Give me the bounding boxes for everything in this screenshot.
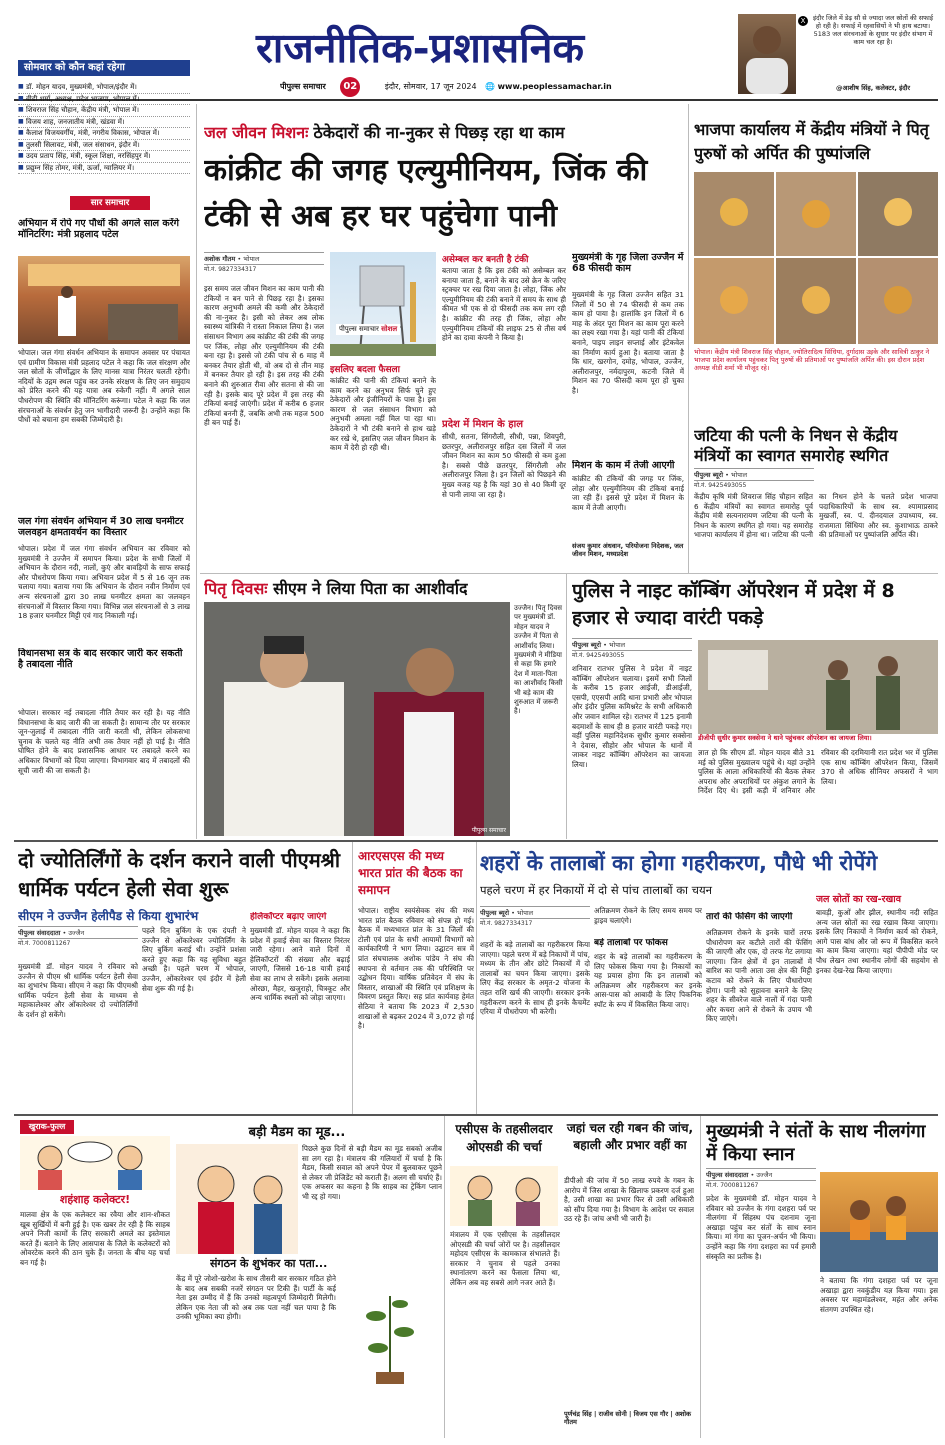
main-quote-by: संजय कुमार अंधवान, परियोजना निदेशक, जल जीवन मिशन, मध्यप्रदेश <box>572 542 684 558</box>
website-link[interactable]: www.peoplessamachar.in <box>497 82 612 91</box>
snan-body-1: प्रदेश के मुख्यमंत्री डॉ. मोहन यादव ने रविवार को उज्जैन के गंगा दशहरा पर्व पर नीलगंगा में सिंहस्थ पंच दशनाम जूना अखाड़ा पहुंच कर संतों के साथ स्नान किया। मां गंगा का पूजन-अर्चन भी किया। उन्होंने कहा कि गंगा दशहरा का पर्व हमारी संस्कृति का प्रतीक है। <box>706 1194 816 1261</box>
main-body-3: बताया जाता है कि इस टंकी को असेम्बल कर बनाया जाता है, बनाने के बाद उसे क्रेन के जरिए स्ट्रक्चर पर रख दिया जाता है। लोहा, जिंक और एल्युमीनियम की टंकी बनाने में समय के साथ ही कीमत भी एक से दो फीसदी तक कम लग रही है। कांक्रीट की तरह ही जिंक, लोहा और एल्युमीनियम टंकियों की लाइफ 25 से तीस वर्ष होने का दावा कंपनी ने किया है। <box>442 266 566 343</box>
dateline-bar <box>280 77 730 97</box>
heli-body-2: पहले दिन बुकिंग के एक दंपती ने उज्जैन से ओंकारेश्वर ज्योतिर्लिंग के लिए बुकिंग कराई थी। उन्होंने प्रशंसा करते हुए कहा कि यह सुविधा बहुत अच्छी है। पहले चरण में भोपाल, उज्जैन, ओंकारेश्वर एवं इंदौर में हेली सेवा शुरू की गई है। <box>142 926 246 993</box>
event-photo <box>18 256 190 344</box>
photo-credit: पीपुल्स समाचार <box>471 827 506 834</box>
list-item: ■ वीडी शर्मा, अध्यक्ष, प्रदेश भाजपा, भोपाल में। <box>18 94 190 106</box>
lakes-body-3: शहर के बड़े तालाबों का गहरीकरण के लिए फोकस किया गया है। निकायों का यह प्रयास होगा कि इन तालाबों को अतिक्रमण और गहरीकरण कर इनके आस-पास को आबादी के लिए पिकनिक स्पॉट के रूप में विकसित किया जाए। <box>594 952 702 1009</box>
main-kicker-red: जल जीवन मिशनः <box>204 123 309 142</box>
snan-photo <box>820 1172 938 1272</box>
lakes-sub2: बड़े तालाबों पर फोकस <box>594 938 668 948</box>
main-body-6: कांक्रीट की टंकियों की जगह पर जिंक, लोहा और एल्युमीनियम की टंकियां बनाई जा रही हैं। इससे पूरे प्रदेश में मिशन के काम में तेजी आएगी। <box>572 474 684 512</box>
main-byline-box: अशोक गौतम • भोपाल मो.नं. 9827334317 <box>204 252 324 278</box>
sar-label: सार समाचार <box>70 196 150 210</box>
tank-illustration <box>330 252 436 356</box>
list-item: ■ प्रद्युम्न सिंह तोमर, मंत्री, ऊर्जा, ग्वालियर में। <box>18 163 190 175</box>
brief1-body: भोपाल। जल गंगा संवर्धन अभियान के समापन अवसर पर पंचायत एवं ग्रामीण विकास मंत्री प्रहलाद पटेल ने कहा कि जल संरक्षण और जल स्रोतों के जीर्णोद्धार के लिए मानस यात्रा निरंतर चलती रहेगी। नदियों के उद्गम स्थल पहुंच कर उनके संरक्षण के लिए जन समुदाय को प्रेरित करने की यह यात्रा अब रुकेगी नहीं। मैं अगले साल पौधरोपण की स्थिति की मॉनिटरिंग करूंगा। पटेल ने कहा कि जल संरचनाओं के संवर्धन हेतु जन भागीदारी जरूरी है। उन्होंने कहा कि पौधों को बचाना हम सबकी जिम्मेदारी है। <box>18 348 190 425</box>
list-item: ■ डॉ. मोहन यादव, मुख्यमंत्री, भोपाल/इंदौर में। <box>18 82 190 94</box>
jatiya-body: केंद्रीय कृषि मंत्री शिवराज सिंह चौहान सहित 6 केंद्रीय मंत्रियों का स्वागत समारोह पूर्व केंद्रीय मंत्री सत्यनारायण जटिया की पत्नी के निधन के कारण स्थगित हो गया। यह समारोह भाजपा कार्यालय में होना था। जटिया की पत्नी का निधन होने के चलते प्रदेश भाजपा पदाधिकारियों के साथ स्व. श्यामाप्रसाद मुखर्जी, स्व. पं. दीनदयाल उपाध्याय, स्व. राजमाता सिंधिया और स्व. कुशाभाऊ ठाकरे की प्रतिमाओं पर पुष्पांजलि अर्पित की। <box>694 492 938 540</box>
bjp-photo-grid <box>694 172 938 344</box>
paper-name: पीपुल्स समाचार <box>280 82 326 91</box>
list-item: ■ उदय प्रताप सिंह, मंत्री, स्कूल शिक्षा, नरसिंहपुर में। <box>18 151 190 163</box>
main-sub3: प्रदेश में मिशन के हाल <box>442 419 523 430</box>
byline-city: भोपाल <box>731 471 748 479</box>
byline-city: भोपाल <box>243 255 260 263</box>
byline-name: पीपुल्स ब्यूरो <box>694 471 724 479</box>
cartoon-tag: खुराक-फुल्ल <box>20 1120 74 1134</box>
madam-body-2: केंद्र में पूरे जोशो-खरोश के साथ तीसरी बार सरकार गठित होने के बाद अब सबकी नजरें संगठन पर टिकी हैं। पार्टी के कई नेता इस उम्मीद में हैं कि उनको महत्वपूर्ण जिम्मेदारी मिलेगी। लेकिन एक नेता जी को अब तक पता नहीं चल पाया है कि उनकी भूमिका क्या होगी। <box>176 1274 336 1322</box>
byline-city: भोपाल <box>517 909 534 917</box>
gaban-title: जहां चल रही गबन की जांच, बहाली और प्रभार वहीं का <box>566 1121 694 1152</box>
byline-mobile: मो.नं. 7000811267 <box>706 1182 759 1189</box>
madam-sub: संगठन के शुभंकर का पता... <box>210 1257 328 1270</box>
masthead <box>200 22 640 84</box>
section-title: राजनीतिक-प्रशासनिक <box>255 24 585 72</box>
plant-illustration <box>340 1276 440 1386</box>
police-body-1: शनिवार रातभर पुलिस ने प्रदेश में नाइट कॉम्बिंग ऑपरेशन चलाया। इसमें सभी जिलों के करीब 15 हजार आईजी, डीआईजी, एसपी, एएसपी आदि थाना प्रभारी और भोपाल और इंदौर पुलिस कमिश्नरेट के सभी अधिकारी और जवान शामिल रहे। रातभर में 125 इनामी बदमाशों के साथ ही 8 हजार वारंटी पकड़े गए। वहीं पुलिस महानिदेशक सुधीर कुमार सक्सेना ने देवास, सीहोर और भोपाल के थानों में जाकर नाइट कॉम्बिंग ऑपरेशन का जायजा लिया। <box>572 664 692 769</box>
brief3-body: भोपाल। सरकार नई तबादला नीति तैयार कर रही है। यह नीति विधानसभा के बाद जारी की जा सकती है। सामान्य तौर पर सरकार जून-जुलाई में तबादला नीति जारी करती थी, लेकिन लोकसभा चुनाव के चलते यह नीति अभी तक तैयार नहीं हो पाई है। नीति घोषित होने के बाद प्रशासनिक आधार पर तबादले करने का अधिकार विभागों को दिया जाएगा। विभागवार बाद में तबादलों की सूची जारी की जा सकती है। <box>18 708 190 775</box>
sdm-drawing <box>450 1166 558 1226</box>
holy-dip-image <box>820 1172 938 1272</box>
sdm-title: एसीएस के तहसीलदार ओएसडी की चर्चा <box>455 1122 553 1154</box>
main-headline: कांक्रीट की जगह एल्युमीनियम, जिंक की टंकी से अब हर घर पहुंचेगा पानी <box>204 153 648 234</box>
photo-tag-paper: पीपुल्स समाचार <box>339 325 379 333</box>
tweet-box <box>738 14 938 96</box>
madam-title: बड़ी मैडम का मूड... <box>248 1125 346 1140</box>
cartoon-image <box>20 1136 170 1190</box>
brief2-body: भोपाल। प्रदेश में जल गंगा संवर्धन अभियान का रविवार को मुख्यमंत्री ने उज्जैन में समापन किया। प्रदेश के सभी जिलों में अभियान के दौरान नदी, नालों, कुएं और बावड़ियों के साफ सफाई और पौधरोपण किया गया। अभियान प्रदेश में 5 से 16 जून तक चलाया गया। बताया गया कि अभियान के दौरान नवीन निर्माण एवं अन्य संरचनाओं द्वारा 30 लाख घनमीटर क्षमता का जलवहन संरचनाओं में विस्तार किया गया। विभिन्न जल संरचनाओं से 3 लाख 18 हजार घनमीटर मिट्टी एवं गाद निकाली गई। <box>18 544 190 621</box>
cartoon-drawing <box>20 1136 170 1190</box>
list-item: ■ विजय शाह, जनजातीय मंत्री, खंडवा में। <box>18 117 190 129</box>
police-body-2: ज्ञात हो कि सीएम डॉ. मोहन यादव बीते 31 मई को पुलिस मुख्यालय पहुंचे थे। यहां उन्होंने पुलिस के आला अधिकारियों की बैठक लेकर अपराध और अपराधियों पर अंकुश लगाने के निर्देश दिए थे। इसी कड़ी में शनिवार और रविवार की दरमियानी रात प्रदेश भर में पुलिस एक साथ कॉम्बिंग ऑपरेशन किया, जिसमें 370 से अधिक सीनियर अफसरों ने भाग लिया। <box>698 748 938 796</box>
heli-sub: सीएम ने उज्जैन हेलीपैड से किया शुभारंभ <box>18 909 199 923</box>
schedule-title: सोमवार को कौन कहां रहेगा <box>18 60 190 76</box>
heli-body-1: मुख्यमंत्री डॉ. मोहन यादव ने रविवार को उज्जैन से पीएम श्री धार्मिक पर्यटन हेली सेवा का शुभारंभ किया। सीएम ने कहा कि पीएमश्री धार्मिक पर्यटन हेली सेवा के माध्यम से महाकालेश्वर और ओंकारेश्वर दो ज्योतिर्लिंगों के दर्शन हो सकेंगे। <box>18 962 138 1019</box>
byline-name: पीपुल्स संवाददाता <box>18 929 61 937</box>
heli-body-3: मुख्यमंत्री डॉ. मोहन यादव ने कहा कि प्रदेश में हवाई सेवा का विस्तार निरंतर जारी रहेगा। आने वाले दिनों में हेलिकॉप्टरों की संख्या और बढ़ाई जाएगी, जिससे 16-18 यात्री हवाई सेवा का लाभ ले सकेंगे। इसके अलावा ओरछा, मैहर, खजुराहो, चित्रकूट और अन्य धार्मिक स्थलों को जोड़ा जाएगा। <box>250 926 350 1003</box>
main-kicker <box>204 122 684 144</box>
byline-city: भोपाल <box>609 641 626 649</box>
bjp-headline: भाजपा कार्यालय में केंद्रीय मंत्रियों ने पितृ पुरुषों को अर्पित की पुष्पांजलि <box>694 120 929 163</box>
water-tank-photo <box>330 252 436 356</box>
police-byline-box: पीपुल्स ब्यूरो • भोपाल मो.नं. 9425493055 <box>572 638 692 662</box>
brief2-title: जल गंगा संवर्धन अभियान में 30 लाख घनमीटर जलवहन क्षमतावर्धन का विस्तार <box>18 516 184 538</box>
person-portrait <box>738 14 796 94</box>
pitr-caption: उज्जैन। पितृ दिवस पर मुख्यमंत्री डॉ. मोहन यादव ने उज्जैन में पिता से आशीर्वाद लिया। मुख्यमंत्री ने मीडिया से कहा कि हमारे देश में माता-पिता का आशीर्वाद किसी भी बड़े काम की शुरुआत में जरूरी है। <box>514 604 563 716</box>
page-number: 02 <box>340 77 360 97</box>
lakes-body-2: अतिक्रमण रोकने के लिए समय समय पर ड्राइव चलाएंगे। <box>594 906 702 925</box>
bjp-caption: भोपाल। केंद्रीय मंत्री शिवराज सिंह चौहान, ज्योतिरादित्य सिंधिया, दुर्गादास उइके और सावित्री ठाकुर ने भाजपा प्रदेश कार्यालय पहुंचकर पितृ पुरुषों की प्रतिमाओं पर पुष्पांजलि अर्पित की। इस दौरान प्रदेश अध्यक्ष वीडी शर्मा भी मौजूद रहे। <box>694 348 930 372</box>
main-sub1: इसलिए बदला फैसला <box>330 365 400 374</box>
brief3-title: विधानसभा सत्र के बाद सरकार जारी कर सकती है तबादला नीति <box>18 648 183 670</box>
cm-father-photo <box>204 602 510 836</box>
cartoon-body: मालवा क्षेत्र के एक कलेक्टर का रवैया और शान-शौकत खूब सुर्खियों में बनी हुई है। एक खबर तेर रही है कि साहब अपने निजी कामों के लिए सरकारी अमले का इस्तेमाल करते हैं। बताने के लिए आसपास के जिले के कलेक्टरों को ओवरटेक करने की ठान चुके हैं। जनता के बीच यह चर्चा बन गई है। <box>20 1210 170 1267</box>
heli-sub2: हेलिकॉप्टर बढ़ाए जाएंगे <box>250 912 327 922</box>
schedule-list <box>18 82 190 174</box>
rss-headline: आरएसएस की मध्य भारत प्रांत की बैठक का समापन <box>358 849 463 897</box>
pitr-kicker: पितृ दिवसः <box>204 579 268 598</box>
jatiya-byline-box: पीपुल्स ब्यूरो • भोपाल मो.नं. 9425493055 <box>694 468 814 490</box>
heli-headline: दो ज्योतिर्लिंगों के दर्शन कराने वाली पीएमश्री धार्मिक पर्यटन हेली सेवा शुरू <box>18 848 340 901</box>
main-body-5: मुख्यमंत्री के गृह जिला उज्जैन सहित 31 जिलों में 50 से 74 फीसदी से कम तक काम हो पाया है। हालांकि इन जिलों में 6 माह के अंदर पूरा मिशन का काम पूरा करने का लक्ष्य रखा गया है। यहां पानी की टंकियां बनाने, पाइप लाइन सप्लाई और इंटेकवेल का निर्माण कार्य हुआ है। बताया जाता है कि धार, खरगोन, दमोह, भोपाल, उज्जैन, अलीराजपुर, नर्मदापुरम, कटनी जिले में मिशन का 70 फीसदी काम पूरा हो चुका है। <box>572 290 684 395</box>
snan-byline-box: पीपुल्स संवाददाता • उज्जैन मो.नं. 7000811267 <box>706 1168 816 1190</box>
tweet-text: इंदौर जिले में डेढ़ सौ से ज्यादा जल स्रोतों की सफाई हो रही है। सफाई में रहवासियों ने भी हाथ बटाया। 5183 जल संरचनाओं के सुधार पर इंदौर संभाग में काम चल रहा है। <box>812 14 934 46</box>
main-body-2: कांक्रीट की पानी की टंकियां बनाने के काम करने का अनुभव सिर्फ चुने हुए ठेकेदारों और इंजीनियरों के पास है। इस कारण से जल संसाधन विभाग को अनुभवी अमला नहीं मिल पा रहा था। ठेकेदारों ने भी टंकी बनाने से हाथ खड़े कर रखे थे, इसलिए जल जीवन मिशन के काम में देरी हो रही थी। <box>330 376 436 453</box>
byline-city: उज्जैन <box>68 929 85 937</box>
collector-photo <box>738 14 796 94</box>
byline-mobile: मो.नं. 9827334317 <box>204 266 257 273</box>
dgp-photo <box>698 640 938 734</box>
photo-tag-social: सोशल <box>381 325 398 333</box>
sdm-cartoon <box>450 1166 558 1226</box>
byline-mobile: मो.नं. 9425493055 <box>572 652 625 659</box>
jatiya-headline: जटिया की पत्नी के निधन से केंद्रीय मंत्रियों का स्वागत समारोह स्थगित <box>694 426 898 465</box>
heli-byline-box: पीपुल्स संवाददाता • उज्जैन मो.नं. 7000811267 <box>18 926 138 950</box>
brief1-title: अभियान में रोपे गए पौधों की अगले साल करेंगे मॉनिटरिंग: मंत्री प्रहलाद पटेल <box>18 218 179 240</box>
main-sub2: असेम्बल कर बनती है टंकी <box>442 255 529 264</box>
byline-city: उज्जैन <box>756 1171 773 1179</box>
cartoon-title: शहंशाह कलेक्टर! <box>59 1193 131 1206</box>
byline-name: अशोक गौतम <box>204 255 236 263</box>
byline-mobile: मो.नं. 7000811267 <box>18 940 71 947</box>
schedule-box <box>18 60 190 210</box>
stage-event-image <box>18 256 190 344</box>
pitr-heading <box>204 578 564 600</box>
list-item: ■ तुलसी सिलावट, मंत्री, जल संसाधन, इंदौर में। <box>18 140 190 152</box>
gaban-body: डीपीओ की जांच में 50 लाख रुपये के गबन के आरोप में जिस शाखा के खिलाफ प्रकरण दर्ज हुआ है, उसी शाखा का प्रभार फिर से उसी अधिकारी को सौंप दिया गया है। विभाग के आदेश पर सवाल उठ रहे हैं। जांच अभी भी जारी है। <box>564 1176 694 1224</box>
byline-mobile: मो.नं. 9425493055 <box>694 482 747 489</box>
madam-drawing <box>176 1144 298 1254</box>
main-sub5: मिशन के काम में तेजी आएगी <box>572 460 675 471</box>
lakes-body-1: शहरों के बड़े तालाबों का गहरीकरण किया जाएगा। पहले चरण में बड़े निकायों में पांच, मध्यम के तीन और छोटे निकायों में दो तालाबों का चयन किया जाएगा। इसके लिए केंद्र सरकार के अमृत-2 योजना के तहत राशि खर्च की जाएगी। सरकार इनके गहरीकरण करने के साथ ही इनके कैचमेंट एरिया में पौधरोपण भी करेगी। <box>480 940 590 1017</box>
police-station-image <box>698 640 938 734</box>
main-sub4: मुख्यमंत्री के गृह जिला उज्जैन में 68 फीसदी काम <box>572 252 684 274</box>
police-headline: पुलिस ने नाइट कॉम्बिंग ऑपरेशन में प्रदेश में 8 हजार से ज्यादा वारंटी पकड़े <box>572 580 895 629</box>
lakes-headline: शहरों के तालाबों का होगा गहरीकरण, पौधे भी रोपेंगे <box>480 851 878 875</box>
list-item: ■ कैलाश विजयवर्गीय, मंत्री, नगरीय विकास, भोपाल में। <box>18 128 190 140</box>
byline-name: पीपुल्स ब्यूरो <box>480 909 510 917</box>
lakes-side-body: बावड़ी, कुओं और झील, स्थानीय नदी सहित अन्य जल स्रोतों का रख रखाव किया जाएगा। इसके लिए निकायों ने निर्माण कार्य को रोकने, आगे पास बांध और जो रूप में विकसित करने का काम किया जाएगा। यहां पीपीपी मोड पर पौध लेखन तथा स्थानीय लोगों की सहयोग से इनका देख-रेख किया जाएगा। <box>816 908 938 975</box>
lakes-byline-box: पीपुल्स ब्यूरो • भोपाल मो.नं. 9827334317 <box>480 906 590 930</box>
madam-body: पिछले कुछ दिनों से बड़ी मैडम का मूड सबको अजीब सा लग रहा है। मंत्रालय की गलियारों में चर्चा है कि मैडम, किसी सवाल को अपने पेपर में बुलवाकर पूछने से लेकर जी प्रेजिडेंट को कराती हैं। अलग सी चर्चाएं हैं। एक अफसर का कहना है कि साहब का ट्रेकिंग प्लान भी रद्द हो गया। <box>302 1144 442 1201</box>
tweet-sign: @आशीष सिंह, कलेक्टर, इंदौर <box>835 84 911 92</box>
cm-with-father <box>204 602 510 836</box>
lakes-sub: पहले चरण में हर निकायों में दो से पांच तालाबों का चयन <box>480 883 713 897</box>
photo-tag <box>336 324 400 335</box>
madam-cartoon <box>176 1144 298 1254</box>
globe-icon: 🌐 <box>485 82 496 91</box>
lakes-sub3: तारों की फेंसिंग की जाएगी <box>706 912 793 922</box>
pitr-headline: सीएम ने लिया पिता का आशीर्वाद <box>273 579 468 598</box>
list-item: ■ शिवराज सिंह चौहान, केंद्रीय मंत्री, भोपाल में। <box>18 105 190 117</box>
sdm-body: मंत्रालय में एक एसीएस के तहसीलदार ओएसडी की चर्चा जोरों पर है। तहसीलदार महोदय एसीएस के कामकाज संभालते हैं। सरकार ने चुनाव से पहले उनका स्थानांतरण करने का फैसला लिया था, लेकिन अब वह सबसे आगे नजर आते हैं। <box>450 1230 560 1287</box>
snan-body-2: ने बताया कि गंगा दशहरा पर्व पर जूना अखाड़ा द्वारा नवकुंडीय यज्ञ किया गया। इस अवसर पर महामंडलेश्वर, महंत और अनेक संतगण उपस्थित रहे। <box>820 1276 938 1314</box>
gaban-credit: पूर्णचंद्र सिंह | राजीव सोनी | विजय एस गौर | अशोक गौतम <box>564 1410 692 1426</box>
x-icon: X <box>798 16 808 26</box>
main-body-4: सीधी, सतना, सिंगरौली, सीधी, पन्ना, शिवपुरी, छतरपुर, अलीराजपुर सहित दस जिलों में जल जीवन मिशन का काम 50 फीसदी से कम हुआ है। सबसे पीछे छतरपुर, सिंगरौली और अलीराजपुर जिला है। इन जिलों को पिछड़ने की मुख्य वजह यह है कि यहां 30 से 40 किमी दूर से पानी लाया जा रहा है। <box>442 432 566 499</box>
byline-mobile: मो.नं. 9827334317 <box>480 920 533 927</box>
plant-icon <box>340 1276 440 1386</box>
lakes-side-title: जल स्रोतों का रख-रखाव <box>816 894 902 905</box>
rss-body: भोपाल। राष्ट्रीय स्वयंसेवक संघ की मध्य भारत प्रांत बैठक रविवार को संपन्न हो गई। बैठक में मध्यभारत प्रांत के 31 जिलों की टोली एवं प्रांत के सभी आयामों विभागों को कार्यकारिणी ने भाग लिया। उद्घाटन सत्र में प्रांत संघचालक अशोक पांडेय ने संघ की स्थापना से वर्तमान तक की परिस्थिति पर उद्बोधन दिया। वार्षिक प्रतिवेदन में संघ के विस्तार, शाखाओं की स्थिति एवं प्रशिक्षण के विवरण प्रस्तुत किए। सह प्रांत कार्यवाह हेमंत सेठिया ने बताया कि 2023 में 2,530 शाखाओं से बढ़कर 2024 में 3,072 हो गई है। <box>358 906 474 1031</box>
tribute-photos <box>694 172 938 344</box>
main-kicker-rest: ठेकेदारों की ना-नुकर से पिछड़ रहा था काम <box>313 123 565 142</box>
lakes-body-4: अतिक्रमण रोकने के इनके चारों तरफ पौधारोपण कर कटीले तारों की फेंसिंग की जाएगी और एक, दो तरफ गेट लगाया जाएगा। जिन क्षेत्रों में इन तालाबों में बारिश का पानी आता उस क्षेत्र की मिट्टी कटाव को रोकने के लिए पौधारोपण होगा। पानी को सुहावना बनाने के लिए शहर के सीवरेज वाले नालों में गंदा पानी और कचरा आने से रोकने के उपाय भी किए जाएंगे। <box>706 928 812 1024</box>
byline-name: पीपुल्स ब्यूरो <box>572 641 602 649</box>
dateline: इंदौर, सोमवार, 17 जून 2024 <box>384 82 477 91</box>
main-body-1: इस समय जल जीवन मिशन का काम पानी की टंकियों न बन पाने से पिछड़ रहा है। इसका कारण अनुभवी अमले की कमी और ठेकेदारों की ना-नुकर है। इसी को लेकर अब लोक स्वास्थ्य यांत्रिकी ने रास्ता निकाल लिया है। जल संसाधन विभाग अब कांक्रीट की टंकी की जगह पर जिंक, लोहा और एल्युमीनियम की टंकी बना रहा है। इससे जो टंकी पांच से 6 माह में बनकर तैयार होती थी, वो अब दो से तीन माह में बनकर तैयार हो रही है। इस तरह की टंकी बनाने की शुरुआत रीवा और सतना से की जा रही है। इसके बाद पूरे प्रदेश में इस तरह की टंकियां बनाई जाएंगी। प्रदेश में करीब 6 हजार टंकियां बननी हैं, जबकि अभी तक महज 500 ही बन पाई हैं। <box>204 284 324 428</box>
byline-name: पीपुल्स संवाददाता <box>706 1171 749 1179</box>
dgp-caption: डीजीपी सुधीर कुमार सक्सेना ने थाने पहुंचकर ऑपरेशन का जायजा लिया। <box>698 734 872 742</box>
snan-headline: मुख्यमंत्री ने संतों के साथ नीलगंगा में किया स्नान <box>706 1121 926 1165</box>
